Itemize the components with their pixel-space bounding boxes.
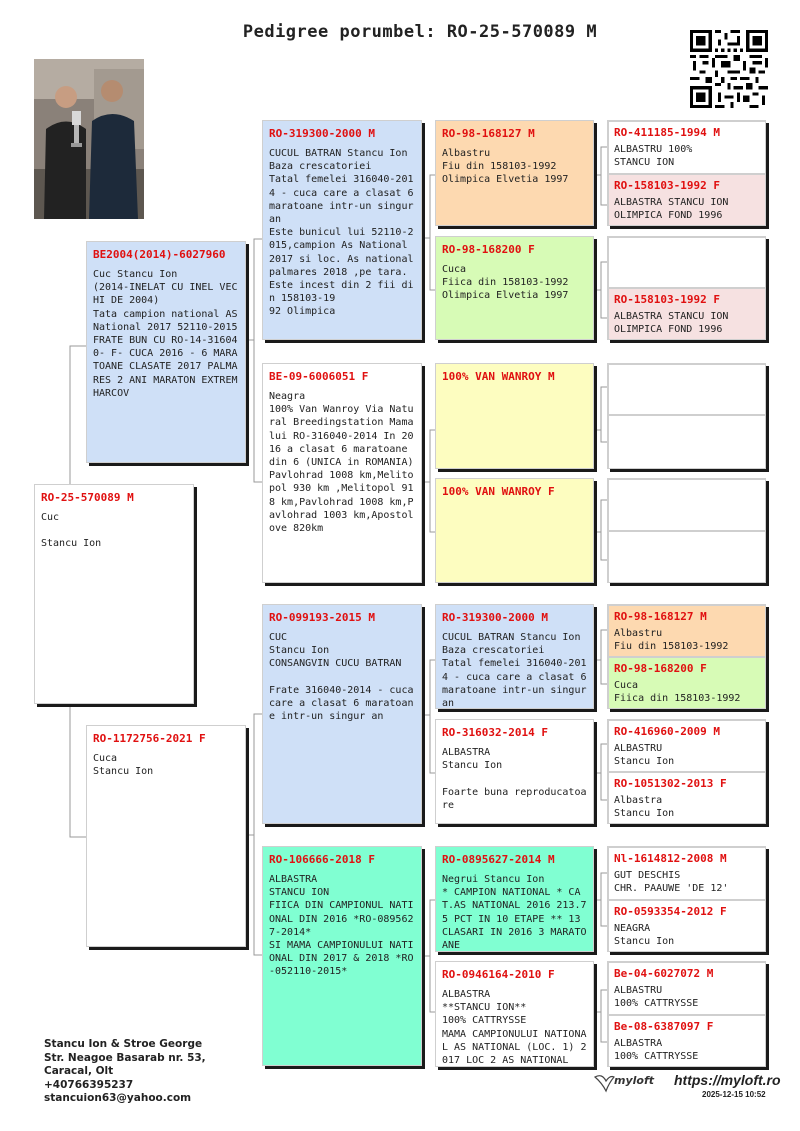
dds-description: Negrui Stancu Ion * CAMPION NATIONAL * CAT.AS NATIONAL 2016 213.75 PCT IN 10 ETAPE ** 13 CLASARI IN 2016 3 MARATOANE (442, 874, 587, 952)
ssd-description: Cuca Fiica din 158103-1992 Olimpica Elvetia 1997 (442, 264, 569, 302)
g13-card[interactable] (608, 847, 766, 900)
g2-card[interactable] (608, 174, 766, 226)
dam-sire-card[interactable] (262, 604, 422, 824)
gen5-box-1 (607, 120, 766, 226)
g5-card[interactable] (608, 364, 766, 415)
sss-card[interactable] (435, 120, 594, 226)
g9-card[interactable] (608, 605, 766, 657)
dss-card[interactable] (435, 604, 594, 709)
g15-description: ALBASTRU 100% CATTRYSSE (614, 985, 699, 1010)
g4-description: ALBASTRA STANCU ION OLIMPICA FOND 1996 (614, 311, 729, 336)
subject-description: Cuc Stancu Ion (41, 512, 102, 550)
g10-ring-number: RO-98-168200 F (614, 662, 707, 675)
sire-sire-ring-number: RO-319300-2000 M (269, 127, 375, 140)
g14-ring-number: RO-0593354-2012 F (614, 905, 727, 918)
sire-dam-description: Neagra 100% Van Wanroy Via Natural Breedingstation Mama lui RO-316040-2014 In 2016 a clasat 6 maratoane din 6 (UNICA in ROMANIA) Pavlohrad 1008 km,Melitopol 930 km ,Melitopol 918 km,Pavlohrad 1008 km,Pavlohrad 1003 km,Apostolove 820km (269, 391, 414, 535)
gen5-box-5 (607, 604, 766, 709)
g16-ring-number: Be-08-6387097 F (614, 1020, 714, 1033)
g11-card[interactable] (608, 720, 766, 772)
gen5-box-3 (607, 363, 766, 469)
sss-ring-number: RO-98-168127 M (442, 127, 535, 140)
breeder-names: Stancu Ion & Stroe George (44, 1038, 203, 1050)
g4-ring-number: RO-158103-1992 F (614, 293, 720, 306)
g16-description: ALBASTRA 100% CATTRYSSE (614, 1038, 699, 1063)
g10-card[interactable] (608, 657, 766, 709)
g3-card[interactable] (608, 237, 766, 288)
breeder-email[interactable]: stancuion63@yahoo.com (44, 1092, 192, 1104)
g4-card[interactable] (608, 288, 766, 340)
ddd-description: ALBASTRA **STANCU ION** 100% CATTRYSSE MAMA CAMPIONULUI NATIONAL AS NATIONAL (LOC. 1) 2017 LOC 2 AS NATIONAL (442, 989, 587, 1067)
gen5-box-4 (607, 478, 766, 583)
sdd-ring-number: 100% VAN WANROY F (442, 485, 555, 498)
sss-description: Albastru Fiu din 158103-1992 Olimpica Elvetia 1997 (442, 148, 569, 186)
generated-date: 2025-12-15 10:52 (702, 1090, 766, 1099)
dam-dam-description: ALBASTRA STANCU ION FIICA DIN CAMPIONUL NATIONAL DIN 2016 *RO-0895627-2014* SI MAMA CAMPIONULUI NATIONAL DIN 2017 & 2018 *RO-052110-2015* (269, 874, 414, 978)
dss-ring-number: RO-319300-2000 M (442, 611, 548, 624)
sire-card[interactable] (86, 241, 246, 463)
gen5-box-8 (607, 961, 766, 1067)
sire-dam-ring-number: BE-09-6006051 F (269, 370, 369, 383)
dam-dam-card[interactable] (262, 846, 422, 1066)
dds-ring-number: RO-0895627-2014 M (442, 853, 555, 866)
g10-description: Cuca Fiica din 158103-1992 (614, 680, 741, 705)
dam-card[interactable] (86, 725, 246, 947)
g9-description: Albastru Fiu din 158103-1992 (614, 628, 729, 653)
g1-ring-number: RO-411185-1994 M (614, 126, 720, 139)
gen5-box-2 (607, 236, 766, 340)
breeder-phone: +40766395237 (44, 1078, 134, 1091)
subject-ring-number: RO-25-570089 M (41, 491, 134, 504)
dss-description: CUCUL BATRAN Stancu Ion Baza crescatoriei Tatal femelei 316040-2014 - cuca care a clasat 6 maratoane intr-un singur an (442, 632, 587, 709)
sds-ring-number: 100% VAN WANROY M (442, 370, 555, 383)
ddd-ring-number: RO-0946164-2010 F (442, 968, 555, 981)
g9-ring-number: RO-98-168127 M (614, 610, 707, 623)
g7-card[interactable] (608, 479, 766, 531)
g14-description: NEAGRA Stancu Ion (614, 923, 675, 948)
page-title: Pedigree porumbel: RO-25-570089 M (242, 22, 598, 42)
breeder-street: Str. Neagoe Basarab nr. 53, (44, 1051, 206, 1064)
g11-ring-number: RO-416960-2009 M (614, 725, 720, 738)
gen5-box-6 (607, 719, 766, 824)
g13-description: GUT DESCHIS CHR. PAAUWE 'DE 12' (614, 870, 729, 895)
sire-sire-card[interactable] (262, 120, 422, 340)
g6-card[interactable] (608, 415, 766, 469)
g11-description: ALBASTRU Stancu Ion (614, 743, 675, 768)
gen5-box-7 (607, 846, 766, 952)
g2-ring-number: RO-158103-1992 F (614, 179, 720, 192)
sdd-card[interactable] (435, 478, 594, 583)
dam-description: Cuca Stancu Ion (93, 753, 154, 778)
g1-card[interactable] (608, 121, 766, 174)
g2-description: ALBASTRA STANCU ION OLIMPICA FOND 1996 (614, 197, 729, 222)
g12-card[interactable] (608, 772, 766, 824)
myloft-url-link[interactable]: https://myloft.ro (674, 1072, 781, 1088)
sire-sire-description: CUCUL BATRAN Stancu Ion Baza crescatoriei Tatal femelei 316040-2014 - cuca care a clasat 6 maratoane intr-un singur an Este bunicul lui 52110-2015,campion As National 2017 si loc. As national palmares 2018 ,pe tara. Este incest din 2 fii din 158103-19 92 Olimpica (269, 148, 414, 318)
g12-description: Albastra Stancu Ion (614, 795, 675, 820)
ssd-card[interactable] (435, 236, 594, 340)
breeder-city: Caracal, Olt (44, 1065, 114, 1077)
g12-ring-number: RO-1051302-2013 F (614, 777, 727, 790)
subject-pigeon-card[interactable] (34, 484, 194, 704)
g15-card[interactable] (608, 962, 766, 1015)
g13-ring-number: Nl-1614812-2008 M (614, 852, 727, 865)
ddd-card[interactable] (435, 961, 594, 1067)
dsd-ring-number: RO-316032-2014 F (442, 726, 548, 739)
dam-sire-ring-number: RO-099193-2015 M (269, 611, 375, 624)
dam-dam-ring-number: RO-106666-2018 F (269, 853, 375, 866)
g8-card[interactable] (608, 531, 766, 583)
dam-ring-number: RO-1172756-2021 F (93, 732, 206, 745)
ssd-ring-number: RO-98-168200 F (442, 243, 535, 256)
breeder-contact (44, 1038, 206, 1106)
myloft-logo-text: myloft (614, 1074, 655, 1087)
sds-card[interactable] (435, 363, 594, 469)
sire-description: Cuc Stancu Ion (2014-INELAT CU INEL VECHI DE 2004) Tata campion national AS National 2017 52110-2015 FRATE BUN CU RO-14-316040- F- CUCA 2016 - 6 MARATOANE CLASATE 2017 PALMARES 2 ANI MARATON EXTREM HARCOV (93, 269, 238, 399)
dsd-description: ALBASTRA Stancu Ion Foarte buna reproducatoare (442, 747, 587, 811)
g16-card[interactable] (608, 1015, 766, 1067)
g1-description: ALBASTRU 100% STANCU ION (614, 144, 693, 169)
sire-dam-card[interactable] (262, 363, 422, 583)
dsd-card[interactable] (435, 719, 594, 824)
g14-card[interactable] (608, 900, 766, 952)
dam-sire-description: CUC Stancu Ion CONSANGVIN CUCU BATRAN Frate 316040-2014 - cuca care a clasat 6 maratoane intr-un singur an (269, 632, 414, 723)
dds-card[interactable] (435, 846, 594, 952)
g15-ring-number: Be-04-6027072 M (614, 967, 714, 980)
sire-ring-number: BE2004(2014)-6027960 (93, 248, 226, 261)
